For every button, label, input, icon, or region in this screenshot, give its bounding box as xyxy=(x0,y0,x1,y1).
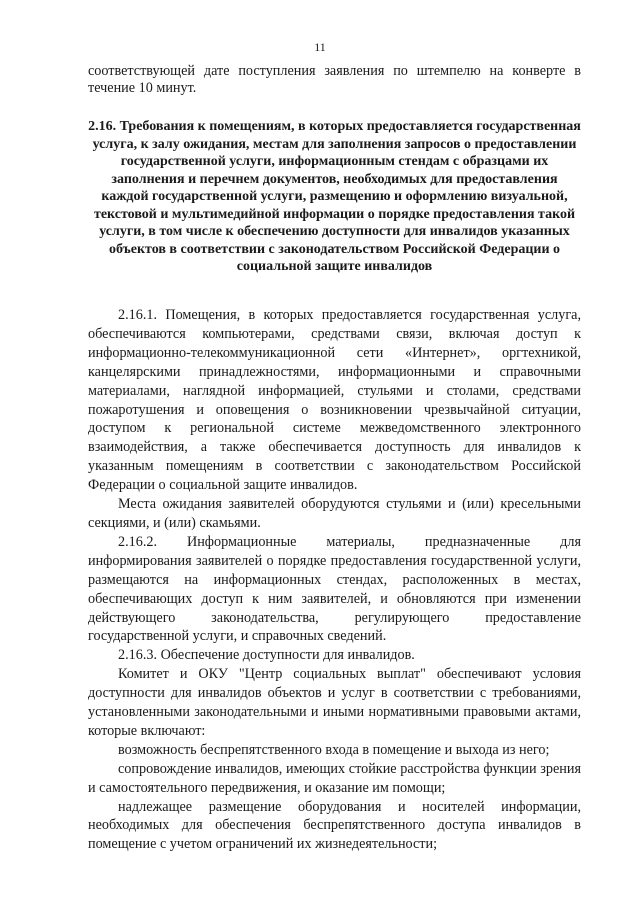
section-body xyxy=(88,306,581,854)
paragraph-2-16-1: 2.16.1. Помещения, в которых предоставляется государственная услуга, обеспечиваются компьютерами, средствами связи, включая доступ к информационно-телекоммуникационной сети «Интернет», оргтехникой, канцелярскими принадлежностями, информационными и справочными материалами, наглядной информацией, стульями и столами, средствами пожаротушения и оповещения о возникновении чрезвычайной ситуации, доступом к региональной системе межведомственного электронного взаимодействия, а также обеспечивается доступность для инвалидов к указанным помещениям в соответствии с законодательством Российской Федерации о социальной защите инвалидов. xyxy=(88,307,581,494)
list-item-entrance: возможность беспрепятственного входа в помещение и выхода из него; xyxy=(118,741,550,758)
paragraph-2-16-2: 2.16.2. Информационные материалы, предназначенные для информирования заявителей о порядке предоставления государственной услуги, размещаются на информационных стендах, расположенных в местах, обеспечивающих доступ к ним заявителей, и обновляются при изменении действующего законодательства, регулирующего предоставление государственной услуги, и справочных сведений. xyxy=(88,533,581,645)
section-heading: 2.16. Требования к помещениям, в которых предоставляется государственная услуга, к залу ожидания, местам для заполнения запросов о предоставлении государственной услуги, информационным стендам с образцами их заполнения и перечнем документов, необходимых для предоставления каждой государственной услуги, размещению и оформлению визуальной, текстовой и мультимедийной информации о порядке предоставления такой услуги, в том числе к обеспечению доступности для инвалидов указанных объектов в соответствии с законодательством Российской Федерации о социальной защите инвалидов xyxy=(88,119,581,274)
paragraph-waiting-places: Места ожидания заявителей оборудуются стульями и (или) кресельными секциями, и (или) скамьями. xyxy=(88,496,581,531)
list-item-equipment: надлежащее размещение оборудования и носителей информации, необходимых для обеспечения беспрепятственного доступа инвалидов в помещение с учетом ограничений их жизнедеятельности; xyxy=(88,798,581,853)
paragraph-2-16-3: 2.16.3. Обеспечение доступности для инвалидов. xyxy=(118,647,415,664)
paragraph-committee: Комитет и ОКУ "Центр социальных выплат" обеспечивают условия доступности для инвалидов объектов и услуг в соответствии с требованиями, установленными законодательными и иными нормативными правовыми актами, которые включают: xyxy=(88,666,581,739)
page-number: 11 xyxy=(314,40,326,54)
intro-continuation: соответствующей дате поступления заявления по штемпелю на конверте в течение 10 минут. xyxy=(88,63,581,97)
list-item-escort: сопровождение инвалидов, имеющих стойкие расстройства функции зрения и самостоятельного передвижения, и оказание им помощи; xyxy=(88,760,581,796)
